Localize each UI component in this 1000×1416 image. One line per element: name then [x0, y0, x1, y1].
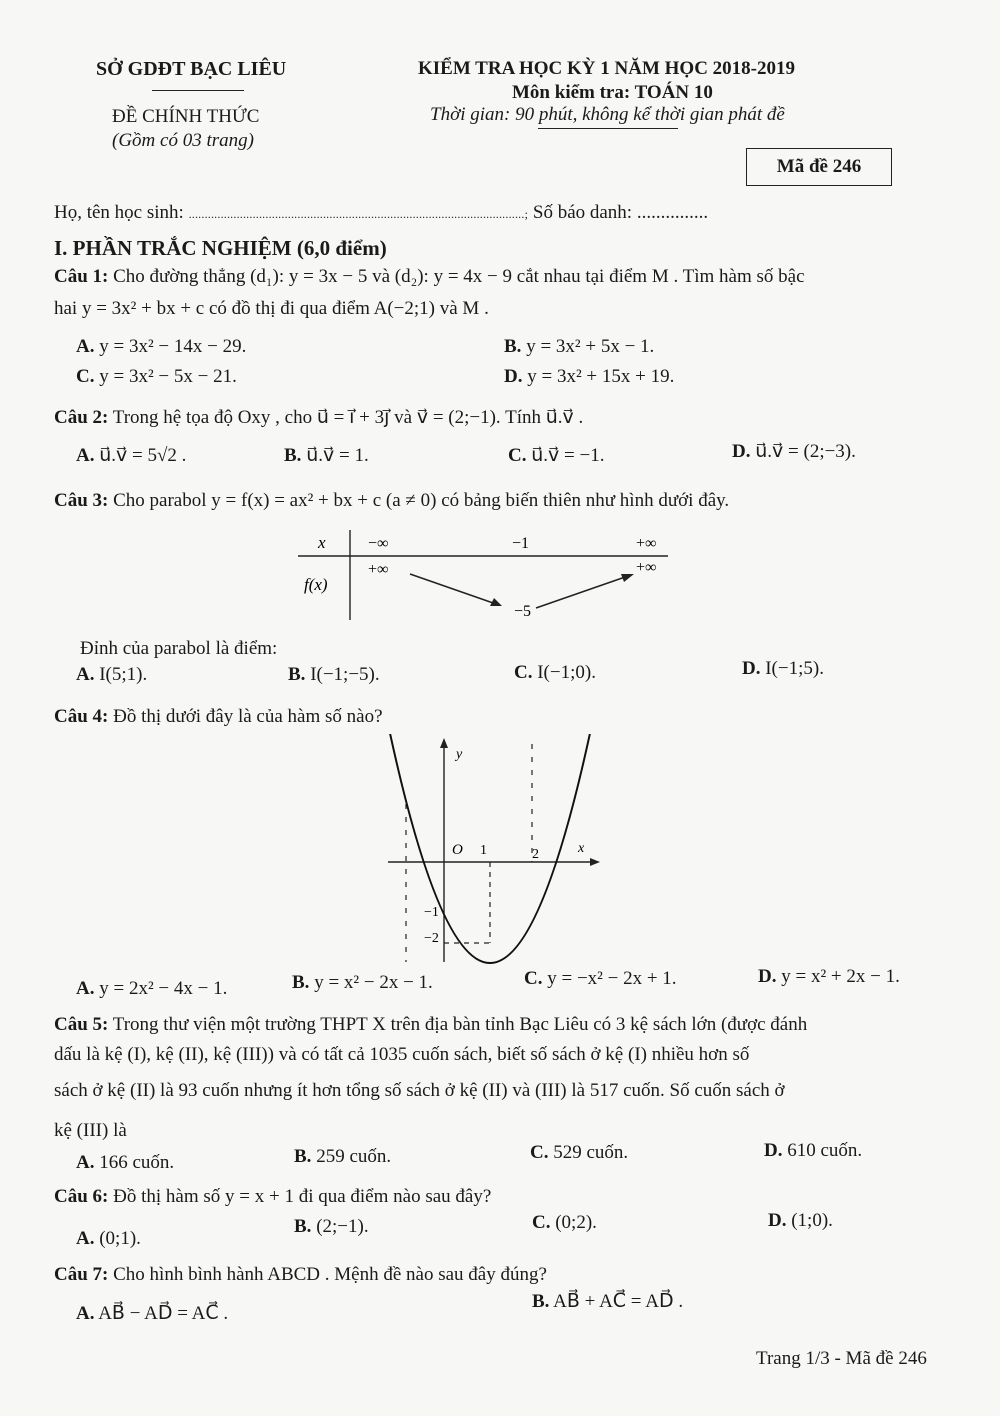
question-label: Câu 2: [54, 407, 109, 428]
option-text: (2;−1). [316, 1216, 369, 1237]
question-text: Đồ thị hàm số y = x + 1 đi qua điểm nào sau đây? [113, 1186, 492, 1207]
option-text: u⃗.v⃗ = −1. [531, 445, 605, 466]
option-a[interactable] [76, 664, 147, 686]
question-text: Trong hệ tọa độ Oxy , cho u⃗ = i⃗ + 3j⃗ và v⃗ = (2;−1). Tính u⃗.v⃗ . [112, 407, 584, 428]
option-text: (0;1). [99, 1228, 141, 1249]
page-footer: Trang 1/3 - Mã đề 246 [756, 1348, 927, 1369]
option-letter: D. [768, 1210, 787, 1231]
option-d[interactable] [742, 658, 824, 680]
table-fx-label: f(x) [304, 575, 328, 594]
question-label: Câu 3: [54, 490, 109, 511]
exam-code-box: Mã đề 246 [746, 148, 892, 186]
question-text: Trong thư viện một trường THPT X trên địa bàn tỉnh Bạc Liêu có 3 kệ sách lớn (được đánh [112, 1014, 808, 1035]
increase-arrow-head [621, 574, 634, 582]
exam-title: KIỂM TRA HỌC KỲ 1 NĂM HỌC 2018-2019 [418, 58, 796, 79]
table-f-value: +∞ [368, 561, 389, 578]
option-a[interactable] [76, 336, 246, 358]
option-text: I(−1;0). [537, 662, 596, 683]
question-label: Câu 5: [54, 1014, 109, 1035]
option-a[interactable] [76, 1228, 141, 1250]
option-b[interactable] [284, 444, 369, 467]
option-d[interactable] [732, 440, 856, 463]
option-d[interactable] [768, 1210, 833, 1232]
option-text: y = 3x² − 5x − 21. [99, 366, 237, 387]
option-letter: D. [742, 658, 761, 679]
option-c[interactable] [508, 444, 604, 467]
parabola-graph [380, 734, 610, 970]
question-5 [54, 1014, 807, 1036]
option-text: u⃗.v⃗ = (2;−3). [755, 441, 856, 462]
question-5-line2: dấu là kệ (I), kệ (II), kệ (III)) và có tất cả 1035 cuốn sách, biết số sách ở kệ (I) nhiều hơn số [54, 1044, 750, 1065]
student-line [54, 202, 708, 224]
question-1 [54, 266, 805, 288]
parabola-curve [388, 734, 592, 963]
option-a[interactable] [76, 978, 227, 1000]
option-letter: C. [530, 1142, 549, 1163]
option-b[interactable] [294, 1216, 369, 1238]
option-text: (0;2). [555, 1212, 597, 1233]
question-7 [54, 1264, 547, 1286]
question-label: Câu 4: [54, 706, 109, 727]
option-text: u⃗.v⃗ = 5√2 . [99, 445, 187, 466]
table-x-value: +∞ [636, 535, 657, 552]
option-letter: A. [76, 1152, 95, 1173]
header-underline [152, 90, 244, 91]
option-letter: B. [292, 972, 310, 993]
option-letter: C. [514, 662, 533, 683]
option-letter: A. [76, 1303, 95, 1324]
x-tick-label: 2 [532, 847, 539, 862]
option-text: 529 cuốn. [553, 1142, 629, 1163]
option-letter: D. [504, 366, 523, 387]
origin-label: O [452, 842, 463, 858]
table-f-value: −5 [514, 603, 532, 620]
option-letter: B. [294, 1216, 312, 1237]
question-5-line4: kệ (III) là [54, 1120, 127, 1141]
decrease-arrow [410, 574, 496, 604]
question-5-line3: sách ở kệ (II) là 93 cuốn nhưng ít hơn tổng số sách ở kệ (II) và (III) là 517 cuốn. Số cuốn sách ở [54, 1080, 785, 1101]
table-x-value: −1 [512, 535, 530, 552]
question-label: Câu 7: [54, 1264, 109, 1285]
option-text: 166 cuốn. [99, 1152, 175, 1173]
option-text: 259 cuốn. [316, 1146, 392, 1167]
y-tick-label: −1 [424, 905, 439, 920]
option-letter: A. [76, 336, 95, 357]
option-a[interactable] [76, 1302, 228, 1325]
option-c[interactable] [524, 968, 677, 990]
option-b[interactable] [532, 1290, 683, 1313]
option-c[interactable] [530, 1142, 628, 1164]
question-text: Đồ thị dưới đây là của hàm số nào? [113, 706, 383, 727]
option-c[interactable] [76, 366, 237, 388]
option-letter: D. [732, 441, 751, 462]
y-axis-arrow [440, 738, 448, 748]
question-6 [54, 1186, 491, 1208]
option-c[interactable] [514, 662, 596, 684]
pages-note: (Gồm có 03 trang) [112, 130, 254, 151]
option-text: I(5;1). [99, 664, 148, 685]
option-b[interactable] [288, 664, 380, 686]
option-letter: C. [508, 445, 527, 466]
question-text: Cho hình bình hành ABCD . Mệnh đề nào sau đây đúng? [113, 1264, 547, 1285]
option-text: AB⃗ − AD⃗ = AC⃗ . [98, 1303, 229, 1324]
time-underline [538, 128, 678, 129]
id-label: Số báo danh: [532, 202, 633, 223]
x-tick-label: 1 [480, 843, 487, 858]
option-letter: B. [504, 336, 522, 357]
option-letter: B. [294, 1146, 312, 1167]
option-letter: A. [76, 1228, 95, 1249]
department: SỞ GDĐT BẠC LIÊU [96, 58, 287, 80]
table-x-value: −∞ [368, 535, 389, 552]
option-letter: B. [288, 664, 306, 685]
question-4 [54, 706, 383, 728]
question-text: Cho đường thẳng (d₁): y = 3x − 5 và (d₂): y = 4x − 9 cắt nhau tại điểm M . Tìm hàm số bậc [113, 266, 805, 287]
option-letter: D. [758, 966, 777, 987]
increase-arrow [536, 576, 628, 608]
option-d[interactable] [504, 366, 674, 388]
option-letter: A. [76, 978, 95, 999]
option-text: 610 cuốn. [787, 1140, 863, 1161]
question-1-line2: hai y = 3x² + bx + c có đồ thị đi qua điểm A(−2;1) và M . [54, 298, 489, 319]
official-label: ĐỀ CHÍNH THỨC [112, 106, 260, 127]
option-letter: C. [532, 1212, 551, 1233]
option-letter: B. [284, 445, 302, 466]
question-label: Câu 6: [54, 1186, 109, 1207]
option-a[interactable] [76, 444, 186, 467]
option-a[interactable] [76, 1152, 174, 1174]
option-b[interactable] [504, 336, 654, 358]
y-axis-label: y [456, 747, 463, 762]
option-d[interactable] [764, 1140, 862, 1162]
subject: Môn kiểm tra: TOÁN 10 [512, 82, 713, 103]
x-axis-arrow [590, 858, 600, 866]
option-text: AB⃗ + AC⃗ = AD⃗ . [553, 1291, 684, 1312]
exam-time: Thời gian: 90 phút, không kể thời gian phát đề [430, 104, 785, 125]
question-text: Cho parabol y = f(x) = ax² + bx + c (a ≠ 0) có bảng biến thiên như hình dưới đây. [113, 490, 730, 511]
question-2 [54, 406, 583, 429]
name-label: Họ, tên học sinh: [54, 202, 184, 223]
option-text: I(−1;−5). [310, 664, 380, 685]
table-x-label: x [318, 533, 326, 552]
option-c[interactable] [532, 1212, 597, 1234]
id-dots: ............... [636, 202, 709, 223]
option-b[interactable] [292, 972, 433, 994]
option-letter: A. [76, 445, 95, 466]
option-letter: C. [76, 366, 95, 387]
section-title: I. PHẦN TRẮC NGHIỆM (6,0 điểm) [54, 236, 387, 260]
option-letter: C. [524, 968, 543, 989]
variation-table [290, 526, 680, 626]
option-text: y = x² + 2x − 1. [781, 966, 900, 987]
option-text: y = −x² − 2x + 1. [547, 968, 677, 989]
option-text: I(−1;5). [765, 658, 824, 679]
option-letter: B. [532, 1291, 550, 1312]
option-text: y = 3x² + 15x + 19. [527, 366, 675, 387]
option-letter: A. [76, 664, 95, 685]
option-b[interactable] [294, 1146, 391, 1168]
question-label: Câu 1: [54, 266, 109, 287]
option-text: y = x² − 2x − 1. [314, 972, 433, 993]
y-tick-label: −2 [424, 931, 439, 946]
option-text: y = 2x² − 4x − 1. [99, 978, 228, 999]
name-dots: .........................................................................................................; [188, 207, 529, 221]
option-text: y = 3x² + 5x − 1. [526, 336, 655, 357]
question-3-prompt: Đỉnh của parabol là điểm: [80, 638, 278, 659]
question-3 [54, 490, 729, 512]
option-text: u⃗.v⃗ = 1. [306, 445, 369, 466]
option-text: y = 3x² − 14x − 29. [99, 336, 247, 357]
x-axis-label: x [578, 841, 585, 856]
option-text: (1;0). [791, 1210, 833, 1231]
option-d[interactable] [758, 966, 900, 988]
table-f-value: +∞ [636, 559, 657, 576]
option-letter: D. [764, 1140, 783, 1161]
